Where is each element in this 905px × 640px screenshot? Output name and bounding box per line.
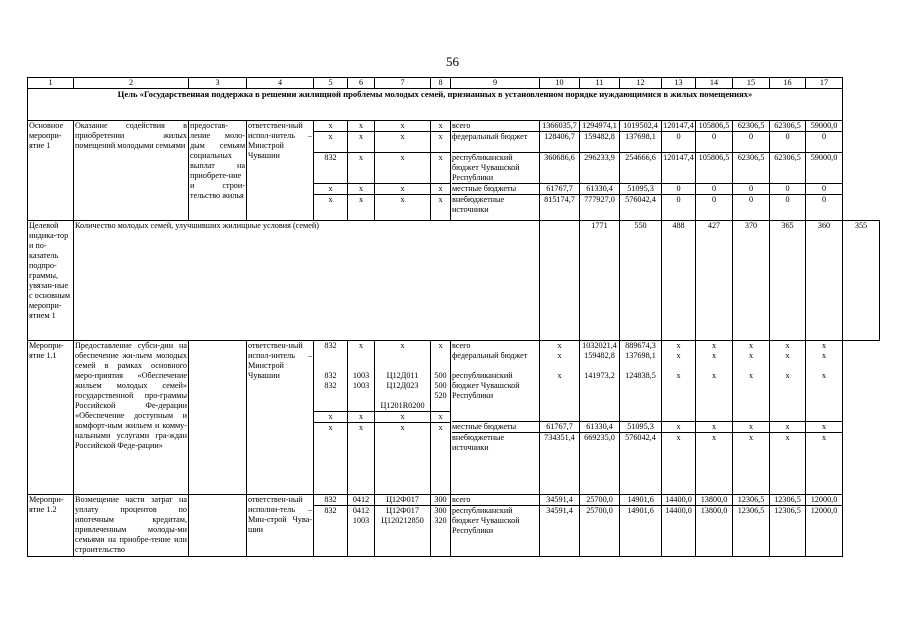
value-cell: 0	[676, 195, 681, 204]
value-column	[806, 121, 842, 205]
code-grbs-column	[314, 341, 347, 433]
column-number: 12	[620, 78, 662, 89]
code-cell: х	[431, 153, 450, 184]
page-number: 56	[446, 54, 459, 69]
value-cell: 105806,5	[696, 121, 732, 132]
value-cell: 61330,4	[580, 184, 619, 195]
code-cell: х	[438, 423, 443, 432]
source-cell: местные бюджеты	[452, 422, 539, 433]
value-cell: 12306,5	[774, 506, 801, 515]
code-target-column	[375, 495, 430, 526]
value-cell: 124838,5	[620, 371, 661, 422]
source-column	[451, 341, 539, 453]
code-cell: х	[314, 121, 347, 132]
value-cell: х	[662, 422, 695, 433]
value-cell: 0	[748, 195, 754, 204]
value-column	[540, 121, 579, 205]
activity-name: Оказание содействия в приобретении жилых помещений молодыми семьями	[74, 121, 189, 221]
indicator-name: Количество молодых семей, улучшивших жилищные условия (семей)	[74, 221, 540, 341]
source-cell: внебюджетные источники	[452, 195, 505, 214]
code-cell: х	[375, 184, 430, 195]
code-cell: х	[348, 132, 374, 153]
code-cell: х	[348, 153, 374, 184]
value-cell: 1019502,4	[620, 121, 661, 132]
value-cell: 14901,6	[620, 495, 661, 506]
program-table	[27, 77, 880, 557]
source-cell: республиканский бюджет Чувашской Республики	[452, 371, 539, 422]
value-cell: 105806,5	[696, 153, 732, 184]
value-cell: 25700,0	[586, 506, 613, 515]
value-cell: 777927,0	[584, 195, 615, 204]
indicator-value: 488	[662, 221, 696, 341]
column-number: 16	[770, 78, 806, 89]
code-cell: х	[375, 412, 430, 423]
code-section-column	[348, 121, 374, 205]
value-column	[806, 495, 842, 516]
code-cell: х	[314, 132, 347, 153]
code-cell: 500	[434, 381, 447, 390]
activity-label: Основное меропри-ятие 1	[28, 121, 74, 221]
value-cell: х	[785, 433, 790, 442]
value-cell: 0	[733, 184, 769, 195]
indicator-value: 360	[806, 221, 843, 341]
value-cell: 296233,9	[580, 153, 619, 184]
code-section-column	[348, 341, 374, 433]
column-number: 5	[314, 78, 348, 89]
code-cell: 1003	[352, 516, 370, 525]
column-number-row	[28, 78, 880, 89]
value-cell: 51095,3	[620, 184, 661, 195]
value-column	[733, 121, 769, 205]
code-cell: х	[328, 195, 333, 204]
value-cell: х	[806, 371, 842, 422]
column-number: 13	[662, 78, 696, 89]
value-cell: 889674,3	[625, 341, 656, 350]
value-column	[662, 495, 695, 516]
activity-name: Возмещение части затрат на уплату процентов по ипотечным кредитам, привлеченным молоды-ми семьями на приобре-тение или строительство	[74, 495, 189, 557]
value-cell: х	[540, 371, 579, 422]
column-number: 10	[540, 78, 580, 89]
value-cell: х	[733, 422, 769, 433]
column-number: 3	[189, 78, 247, 89]
value-cell: 62306,5	[733, 121, 769, 132]
column-number: 11	[580, 78, 620, 89]
value-cell: х	[821, 351, 827, 360]
value-cell: 12306,5	[770, 495, 805, 506]
value-cell: 141973,2	[580, 371, 619, 422]
value-cell: 61767,7	[540, 422, 579, 433]
value-cell: х	[785, 341, 790, 350]
column-number: 15	[733, 78, 770, 89]
value-cell: 360686,6	[540, 153, 579, 184]
source-cell: внебюджетные источники	[452, 433, 505, 452]
value-cell: 62306,5	[770, 153, 805, 184]
value-cell: 0	[821, 195, 827, 204]
code-cell: х	[400, 341, 405, 350]
code-type-column	[431, 341, 450, 433]
value-column	[580, 121, 619, 205]
code-cell: х	[375, 132, 430, 153]
indicator-value: 1771	[580, 221, 620, 341]
column-number: 17	[806, 78, 843, 89]
code-cell: х	[348, 121, 374, 132]
value-cell: 0	[770, 132, 805, 153]
code-cell: х	[431, 184, 450, 195]
value-cell: х	[821, 433, 827, 442]
value-cell: 815174,7	[544, 195, 575, 204]
code-section-column	[348, 495, 374, 526]
value-cell: 120147,4	[662, 153, 695, 184]
code-cell: х	[358, 423, 364, 432]
code-target-column	[375, 121, 430, 205]
source-cell: федеральный бюджет	[452, 351, 528, 360]
value-cell: 120147,4	[663, 121, 694, 130]
value-cell: 14400,0	[662, 495, 695, 506]
source-cell: всего	[452, 121, 539, 132]
value-cell: 0	[806, 184, 842, 195]
indicator-value: 365	[770, 221, 806, 341]
value-cell: 13800,0	[696, 495, 732, 506]
code-cell: 300	[434, 506, 447, 515]
value-column	[580, 341, 619, 443]
code-cell: х	[438, 341, 443, 350]
activity-result: предостав-ление моло-дым семьям социальных выплат на приобрете-ние и строи-тельство жилья	[189, 121, 247, 221]
value-cell: 62306,5	[770, 121, 805, 132]
value-cell: х	[676, 433, 681, 442]
value-column	[620, 121, 661, 205]
value-column	[540, 341, 579, 443]
source-cell: всего	[452, 495, 539, 506]
value-column	[662, 341, 695, 443]
value-cell: 12000,0	[806, 495, 842, 506]
column-number: 8	[431, 78, 451, 89]
source-cell: республиканский бюджет Чувашской Республики	[452, 506, 520, 535]
code-cell: 832	[324, 341, 337, 350]
value-cell: 128406,7	[540, 132, 579, 153]
value-cell: х	[676, 341, 681, 350]
value-cell: 0	[662, 132, 695, 153]
value-cell: х	[770, 422, 805, 433]
value-cell: х	[557, 341, 562, 350]
code-cell: х	[431, 121, 450, 132]
value-cell: 734351,4	[544, 433, 575, 442]
value-column	[662, 121, 695, 205]
code-cell: 832	[314, 495, 347, 506]
value-cell: 159482,8	[584, 351, 615, 360]
code-cell: 1003	[348, 381, 374, 412]
source-cell: всего	[452, 341, 471, 350]
code-cell: 0412	[352, 506, 370, 515]
value-cell: 159482,8	[580, 132, 619, 153]
indicator-value: 370	[733, 221, 770, 341]
value-cell: х	[733, 371, 769, 422]
value-cell: х	[785, 351, 790, 360]
code-cell: Ц120212850	[381, 516, 424, 525]
value-column	[696, 495, 732, 516]
value-cell: х	[748, 351, 754, 360]
value-cell: 576042,4	[625, 195, 656, 204]
code-cell: х	[348, 412, 374, 423]
column-number: 4	[247, 78, 314, 89]
value-cell: 12306,5	[733, 495, 769, 506]
code-cell: Ц12Ф017	[375, 495, 430, 506]
value-cell: 34591,4	[546, 506, 573, 515]
goal-heading: Цель «Государственная поддержка в решении жилищной проблемы молодых семей, признанных в установленном порядке нуждающимися в жилых помещениях»	[28, 89, 843, 121]
value-cell: 0	[696, 184, 732, 195]
value-cell: х	[748, 433, 754, 442]
code-cell: х	[431, 412, 450, 423]
code-cell: х	[358, 341, 364, 350]
value-column	[733, 341, 769, 443]
code-cell: 832	[314, 153, 347, 184]
value-cell: 14400,0	[665, 506, 692, 515]
activity12-row	[28, 495, 880, 557]
activity-executor: ответствен-ный испол-нитель – Минстрой Чувашии	[247, 341, 314, 495]
code-cell: Ц12Д011	[386, 371, 419, 380]
activity1-row	[28, 121, 880, 221]
value-cell: 0	[696, 132, 732, 153]
code-cell: х	[438, 195, 443, 204]
value-cell: 13800,0	[700, 506, 728, 515]
activity11-row	[28, 341, 880, 495]
indicator-row	[28, 221, 880, 341]
value-cell: 576042,4	[625, 433, 656, 442]
column-number: 6	[348, 78, 375, 89]
activity-result	[189, 341, 247, 495]
value-column	[696, 341, 732, 443]
code-cell: 832	[324, 371, 337, 380]
value-column	[733, 495, 769, 516]
column-number: 7	[375, 78, 431, 89]
value-cell: 1366035,7	[540, 121, 579, 132]
code-cell: Ц12Ф017	[386, 506, 419, 515]
source-column	[451, 495, 539, 536]
value-column	[770, 121, 805, 205]
source-column	[451, 121, 539, 215]
activity-executor: ответствен-ный исполни-тель – Мин-строй Чува-шии	[247, 495, 314, 557]
code-cell	[431, 401, 450, 412]
code-cell	[314, 516, 347, 526]
indicator-value: 355	[843, 221, 880, 341]
value-cell: х	[748, 341, 754, 350]
column-number: 9	[451, 78, 540, 89]
column-number: 2	[74, 78, 189, 89]
indicator-label: Целевой индика-тор и по-казатель подпро-граммы, увязан-ные с основным меропри-ятием 1	[28, 221, 74, 341]
value-column	[770, 495, 805, 516]
code-cell: 320	[434, 516, 447, 525]
indicator-value: 550	[620, 221, 662, 341]
value-cell: 59000,0	[806, 153, 842, 184]
code-grbs-column	[314, 495, 347, 526]
indicator-gap	[540, 221, 580, 341]
code-cell: х	[375, 121, 430, 132]
code-cell: 832	[314, 381, 347, 412]
value-cell: х	[711, 351, 717, 360]
value-cell: 1294974,1	[580, 121, 619, 132]
value-cell: х	[711, 433, 717, 442]
value-cell: 254666,6	[620, 153, 661, 184]
value-column	[620, 341, 661, 443]
code-type-column	[431, 495, 450, 526]
column-number: 14	[696, 78, 733, 89]
value-cell: 0	[662, 184, 695, 195]
activity-executor: ответствен-ный испол-нитель – Минстрой Чувашии	[247, 121, 314, 221]
code-cell: х	[314, 184, 347, 195]
value-cell: 0	[770, 184, 805, 195]
code-cell: х	[314, 412, 347, 423]
code-cell: 832	[324, 506, 337, 515]
goal-row	[28, 89, 880, 121]
value-cell: 61767,7	[540, 184, 579, 195]
value-cell: х	[770, 371, 805, 422]
code-cell: х	[328, 423, 333, 432]
code-cell: 1003	[352, 371, 370, 380]
value-cell: 62306,5	[733, 153, 769, 184]
column-number: 1	[28, 78, 74, 89]
activity-label: Меропри-ятие 1.1	[28, 341, 74, 495]
value-cell: 0	[806, 132, 842, 153]
value-cell: 12000,0	[810, 506, 838, 515]
value-cell: х	[806, 422, 842, 433]
value-cell: 59000,0	[806, 121, 842, 132]
value-cell: 25700,0	[580, 495, 619, 506]
source-cell: республиканский бюджет Чувашской Республики	[452, 153, 539, 184]
value-column	[580, 495, 619, 516]
code-cell: 300	[431, 495, 450, 506]
code-type-column	[431, 121, 450, 205]
value-cell: х	[676, 351, 681, 360]
code-target-column	[375, 341, 430, 433]
value-column	[540, 495, 579, 516]
code-cell: х	[358, 195, 364, 204]
value-cell: 34591,4	[540, 495, 579, 506]
activity-label: Меропри-ятие 1.2	[28, 495, 74, 557]
value-cell: 137698,1	[625, 351, 656, 360]
value-column	[806, 341, 842, 443]
code-cell: х	[400, 423, 405, 432]
value-cell: х	[696, 422, 732, 433]
indicator-value: 427	[696, 221, 733, 341]
value-cell: 0	[785, 195, 790, 204]
value-cell: 61330,4	[580, 422, 619, 433]
code-cell: 0412	[348, 495, 374, 506]
value-cell: 51095,3	[620, 422, 661, 433]
value-cell: 14901,6	[627, 506, 654, 515]
value-column	[696, 121, 732, 205]
value-cell: х	[821, 341, 827, 350]
activity-result	[189, 495, 247, 557]
code-cell: Ц1201R0200	[375, 401, 430, 412]
code-grbs-column	[314, 121, 347, 205]
code-cell: х	[400, 195, 405, 204]
code-cell: х	[431, 132, 450, 153]
value-column	[620, 495, 661, 516]
value-cell: 137698,1	[620, 132, 661, 153]
code-cell: х	[375, 153, 430, 184]
value-cell: 0	[733, 132, 769, 153]
code-cell: Ц12Д023	[386, 381, 419, 390]
value-cell: х	[696, 371, 732, 422]
source-cell: местные бюджеты	[452, 184, 539, 195]
code-cell: 520	[434, 391, 447, 400]
code-cell: х	[348, 184, 374, 195]
code-cell: 500	[434, 371, 447, 380]
value-cell: 1032021,4	[582, 341, 617, 350]
value-cell: х	[557, 351, 562, 360]
activity-name: Предоставление субси-дии на обеспечение жи-льем молодых семей в рамках основного меро-приятия «Обеспечение жильем молодых семей» государственной про-граммы Российской Фе-дерации «Обеспечение доступным и комфорт-ным жильем и комму-нальными услугами гра-ждан Российской Феде-рации»	[74, 341, 189, 495]
value-cell: 0	[711, 195, 717, 204]
value-cell: х	[711, 341, 717, 350]
value-cell: 669235,0	[584, 433, 615, 442]
value-column	[770, 341, 805, 443]
value-cell: х	[662, 371, 695, 422]
source-cell: федеральный бюджет	[452, 132, 539, 153]
value-cell: 12306,5	[737, 506, 765, 515]
